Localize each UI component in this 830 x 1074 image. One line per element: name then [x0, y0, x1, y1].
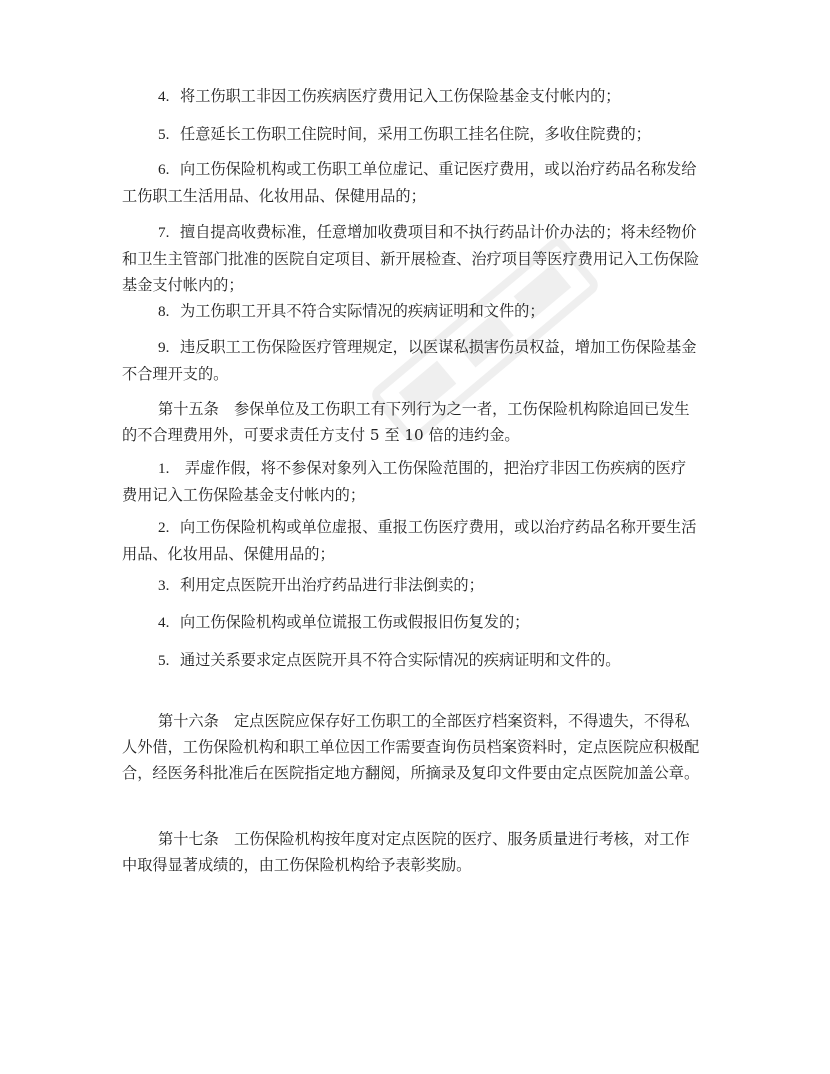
list-item-text: 利用定点医院开出治疗药品进行非法倒卖的； — [180, 576, 484, 594]
list-item-b-1 — [122, 455, 700, 508]
article-15: 第十五条 参保单位及工伤职工有下列行为之一者，工伤保险机构除追回已发生的不合理费用外，可要求责任方支付 5 至 10 倍的违约金。 — [122, 400, 690, 444]
list-item-number: 8. — [158, 303, 170, 320]
list-item-number: 6. — [158, 161, 170, 178]
list-item-text: 将工伤职工非因工伤疾病医疗费用记入工伤保险基金支付帐内的； — [180, 87, 621, 105]
list-item-text: 为工伤职工开具不符合实际情况的疾病证明和文件的； — [180, 302, 545, 320]
list-item-number: 1. — [158, 460, 170, 477]
list-item-a-8 — [122, 298, 700, 325]
list-item-b-5 — [122, 647, 700, 674]
list-item-text: 向工伤保险机构或工伤职工单位虚记、重记医疗费用，或以治疗药品名称发给工伤职工生活用品、化妆用品、保健用品的； — [122, 160, 697, 205]
list-item-a-4 — [122, 83, 700, 110]
list-item-a-6 — [122, 156, 700, 209]
list-item-text: 向工伤保险机构或单位虚报、重报工伤医疗费用，或以治疗药品名称开要生活用品、化妆用品、保健用品的； — [122, 518, 697, 563]
list-item-a-5 — [122, 121, 700, 148]
article-17: 第十七条 工伤保险机构按年度对定点医院的医疗、服务质量进行考核，对工作中取得显著成绩的，由工伤保险机构给予表彰奖励。 — [122, 830, 690, 874]
list-item-text: 违反职工工伤保险医疗管理规定，以医谋私损害伤员权益，增加工伤保险基金不合理开支的。 — [122, 338, 697, 383]
list-item-a-7 — [122, 219, 700, 298]
list-item-number: 4. — [158, 614, 170, 631]
list-item-number: 5. — [158, 126, 170, 143]
list-item-number: 5. — [158, 652, 170, 669]
list-item-text: 擅自提高收费标准，任意增加收费项目和不执行药品计价办法的；将未经物价和卫生主管部门批准的医院自定项目、新开展检查、治疗项目等医疗费用记入工伤保险基金支付帐内的； — [122, 223, 700, 294]
list-item-text: 通过关系要求定点医院开具不符合实际情况的疾病证明和文件的。 — [180, 651, 621, 669]
list-item-number: 3. — [158, 577, 170, 594]
list-item-b-3 — [122, 572, 700, 599]
list-item-number: 9. — [158, 339, 170, 356]
list-item-b-2 — [122, 514, 700, 567]
list-item-text: 弄虚作假，将不参保对象列入工伤保险范围的，把治疗非因工伤疾病的医疗费用记入工伤保险基金支付帐内的； — [122, 459, 687, 504]
list-item-text: 向工伤保险机构或单位谎报工伤或假报旧伤复发的； — [180, 613, 530, 631]
list-item-number: 4. — [158, 88, 170, 105]
list-item-text: 任意延长工伤职工住院时间，采用工伤职工挂名住院，多收住院费的； — [180, 125, 651, 143]
list-item-number: 7. — [158, 224, 170, 241]
list-item-number: 2. — [158, 519, 170, 536]
list-item-a-9 — [122, 334, 700, 387]
list-item-b-4 — [122, 609, 700, 636]
article-16: 第十六条 定点医院应保存好工伤职工的全部医疗档案资料，不得遗失，不得私人外借，工伤保险机构和职工单位因工作需要查询伤员档案资料时，定点医院应积极配合，经医务科批准后在医院指定地方翻阅，所摘录及复印文件要由定点医院加盖公章。 — [122, 712, 700, 782]
